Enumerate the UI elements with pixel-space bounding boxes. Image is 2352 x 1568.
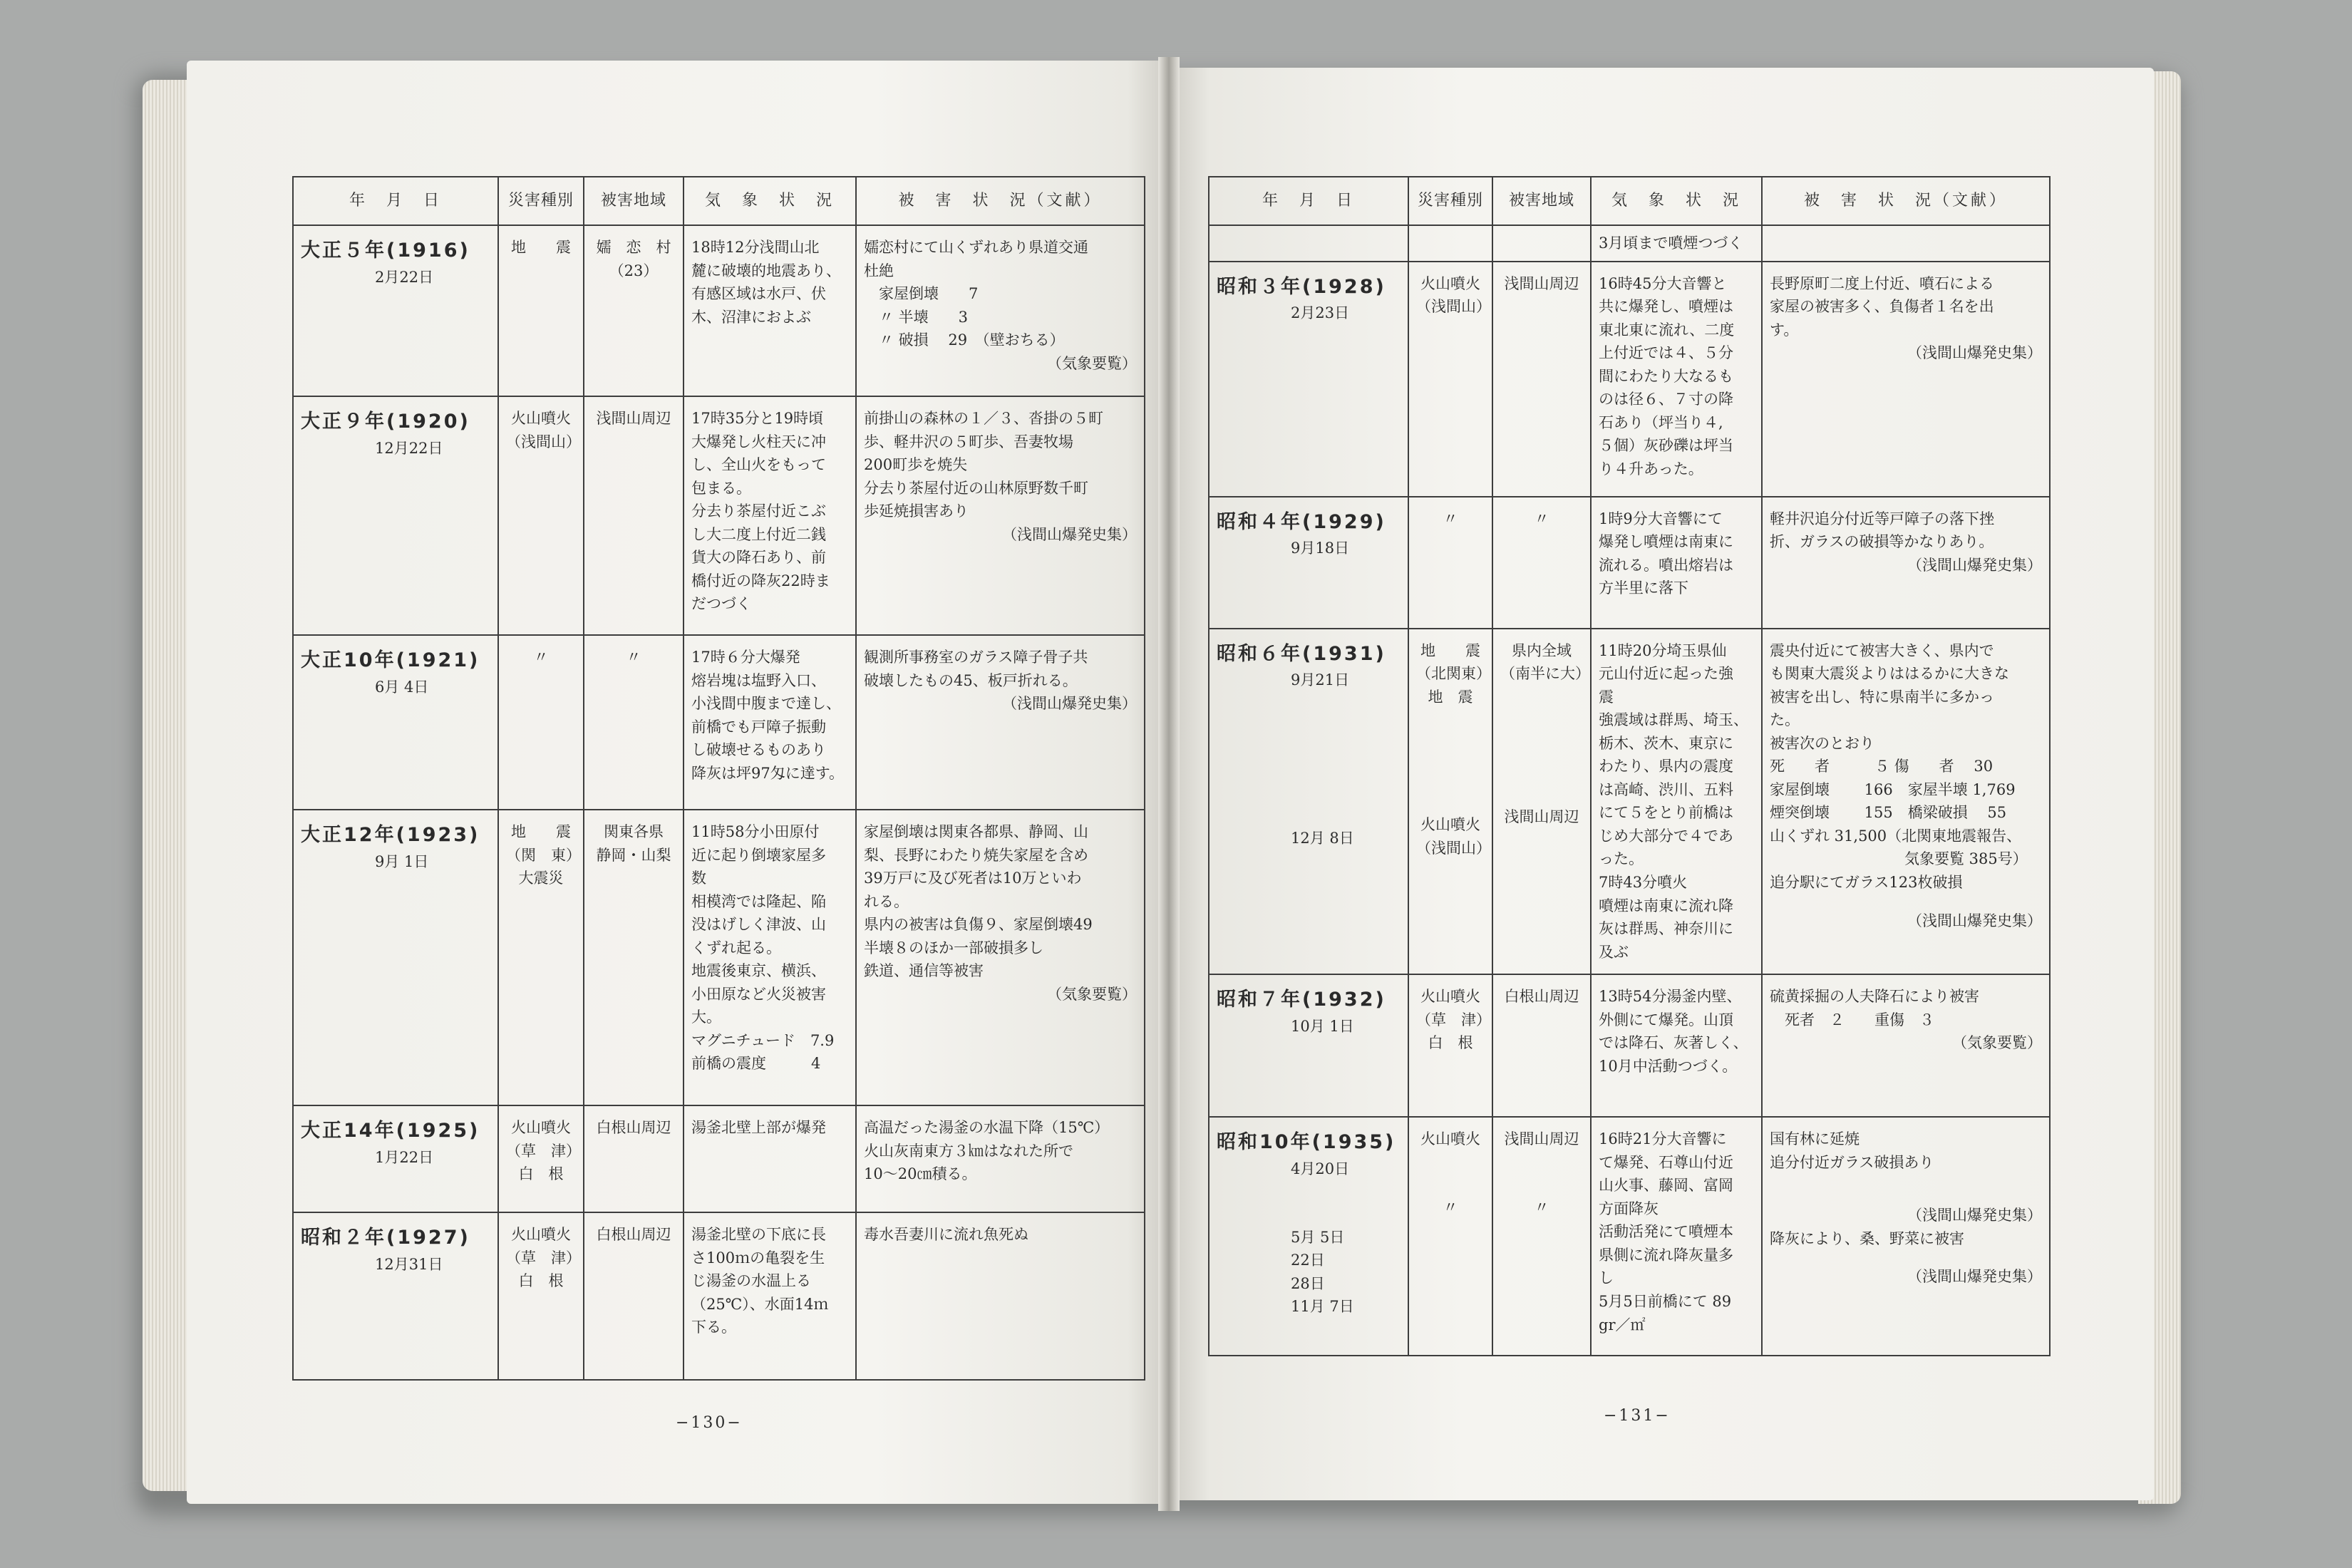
weather-line: 灰は群馬、神奈川に <box>1599 920 1733 938</box>
weather-line: 1時9分大音響にて <box>1599 510 1723 527</box>
damage-line: 嬬恋村にて山くずれあり県道交通 <box>864 239 1088 256</box>
damage-line: 山くずれ 31,500（北関東地震報告、 <box>1770 827 2022 845</box>
continuation-row <box>1209 225 2050 262</box>
affected-area: 浅間山周辺 <box>1504 808 1579 825</box>
table-row <box>293 225 1145 396</box>
affected-area: 関東各県 <box>604 823 664 840</box>
weather-line: わたり、県内の震度 <box>1599 758 1733 775</box>
weather-line: 東北東に流れ、二度 <box>1599 321 1735 339</box>
weather-cell <box>1591 629 1762 975</box>
month-day: 2月23日 <box>1291 304 1350 322</box>
table-row <box>1209 497 2050 629</box>
disaster-type: （関 東） <box>506 846 581 864</box>
weather-line: て爆発、石尊山付近 <box>1599 1153 1733 1171</box>
year-label: 大正12年(1923) <box>301 824 480 846</box>
weather-cell <box>1591 1117 1762 1356</box>
year-label: 昭和２年(1927) <box>301 1227 470 1249</box>
damage-cell <box>856 810 1145 1105</box>
page-number-right: −131− <box>1604 1407 1671 1425</box>
damage-line: 分去り茶屋付近の山林原野数千町 <box>864 479 1088 497</box>
damage-cell <box>856 1105 1145 1212</box>
source-citation: （浅間山爆発史集） <box>1907 1268 2042 1286</box>
source-citation: （気象要覧） <box>1047 354 1137 372</box>
type-cell <box>1408 497 1492 629</box>
type-cell <box>1408 262 1492 497</box>
month-day: 10月 1日 <box>1291 1018 1354 1036</box>
area-cell <box>1492 225 1591 262</box>
weather-line: 13時54分湯釜内壁、 <box>1599 988 1742 1006</box>
month-day: 9月18日 <box>1291 540 1350 557</box>
weather-line: 及ぶ <box>1599 943 1629 961</box>
damage-line: 長野原町二度上付近、噴石による <box>1770 274 1994 292</box>
disaster-type: 〃 <box>1443 510 1458 527</box>
affected-area: 嬬 恋 村 <box>596 239 671 256</box>
weather-line: 木、沼津におよぶ <box>691 308 811 326</box>
damage-line: 前掛山の森林の１／３、沓掛の５町 <box>864 410 1103 427</box>
disaster-type: 火山噴火 <box>1420 274 1480 292</box>
weather-line: 没はげしく津波、山 <box>691 916 826 934</box>
damage-line: 被害次のとおり <box>1770 734 1874 752</box>
source-citation: （浅間山爆発史集） <box>1002 695 1137 713</box>
disaster-table-right <box>1208 176 2051 1356</box>
table-row <box>293 1105 1145 1212</box>
weather-line: 外側にて爆発。山頂 <box>1599 1011 1733 1028</box>
damage-line: 10～20㎝積る。 <box>864 1165 977 1183</box>
month-day: 11月 7日 <box>1291 1298 1354 1316</box>
disaster-type: 地 震 <box>511 823 571 840</box>
header-type: 災害種別 <box>1408 177 1492 225</box>
weather-line: 方面降灰 <box>1599 1200 1659 1217</box>
damage-line: 軽井沢追分付近等戸障子の落下挫 <box>1770 510 1994 527</box>
type-cell <box>498 810 584 1105</box>
weather-line: じ湯釜の水温上る <box>691 1272 811 1290</box>
weather-line: のは径６、７寸の降 <box>1599 391 1733 408</box>
month-day: 12月 8日 <box>1291 829 1354 847</box>
damage-line: 家屋倒壊 166 家屋半壊 1,769 <box>1770 780 2016 798</box>
date-cell <box>1209 225 1408 262</box>
date-cell <box>1209 629 1408 975</box>
date-cell <box>293 1105 498 1212</box>
year-label: 昭和10年(1935) <box>1217 1131 1396 1154</box>
disaster-type: （北関東） <box>1416 665 1491 683</box>
disaster-type: 〃 <box>533 649 549 666</box>
damage-cell <box>856 396 1145 635</box>
damage-line: 国有林に延焼 <box>1770 1130 1860 1148</box>
weather-line: 活動活発にて噴煙本 <box>1599 1223 1733 1241</box>
damage-line: 県内の被害は負傷９、家屋倒壊49 <box>864 916 1093 934</box>
month-day: 9月 1日 <box>375 852 429 870</box>
header-damage: 被 害 状 況（文献） <box>1762 177 2050 225</box>
month-day: 12月22日 <box>375 439 443 457</box>
year-label: 大正５年(1916) <box>301 239 470 262</box>
table-row <box>1209 974 2050 1117</box>
year-label: 昭和３年(1928) <box>1217 275 1386 298</box>
affected-area: 白根山周辺 <box>1504 988 1579 1006</box>
header-date: 年 月 日 <box>293 177 498 225</box>
damage-line: 半壊８のほか一部破損多し <box>864 939 1043 956</box>
source-citation: （浅間山爆発史集） <box>1907 1207 2042 1224</box>
damage-cell <box>1762 225 2050 262</box>
weather-line: 小田原など火災被害 <box>691 985 826 1003</box>
weather-line: gr／㎡ <box>1599 1316 1646 1334</box>
header-type: 災害種別 <box>498 177 584 225</box>
header-date: 年 月 日 <box>1209 177 1408 225</box>
damage-line: 〃 破損 29 （壁おちる） <box>864 331 1065 349</box>
source-citation: （浅間山爆発史集） <box>1907 344 2042 362</box>
table-row <box>293 1212 1145 1380</box>
header-damage: 被 害 状 況（文献） <box>856 177 1145 225</box>
weather-line: 数 <box>691 870 706 887</box>
weather-line: 10月中活動つづく。 <box>1599 1057 1738 1075</box>
weather-line: だつづく <box>691 595 751 613</box>
weather-line: 方半里に落下 <box>1599 579 1688 597</box>
affected-area: 〃 <box>1534 1198 1549 1216</box>
damage-line: 家屋倒壊は関東各都県、静岡、山 <box>864 823 1088 840</box>
area-cell <box>1492 1117 1591 1356</box>
weather-line: し <box>1599 1269 1614 1287</box>
area-cell <box>1492 262 1591 497</box>
year-label: 昭和６年(1931) <box>1217 642 1386 665</box>
type-cell <box>1408 1117 1492 1356</box>
weather-line: った。 <box>1599 850 1644 868</box>
weather-line: さ100ｍの亀裂を生 <box>691 1249 825 1267</box>
area-cell <box>584 1105 684 1212</box>
affected-area: 白根山周辺 <box>596 1119 671 1136</box>
year-label: 大正14年(1925) <box>301 1120 480 1142</box>
damage-cell <box>1762 497 2050 629</box>
disaster-type: （浅間山） <box>1416 839 1491 857</box>
disaster-type: （草 津） <box>1416 1011 1491 1028</box>
affected-area: 白根山周辺 <box>596 1226 671 1243</box>
weather-line: は高崎、渋川、五料 <box>1599 780 1733 798</box>
affected-area: 浅間山周辺 <box>1504 274 1579 292</box>
weather-line: 元山付近に起った強 <box>1599 665 1733 683</box>
weather-line: 7時43分噴火 <box>1599 874 1688 892</box>
weather-line: 11時58分小田原付 <box>691 823 820 840</box>
damage-line: 降灰により、桑、野菜に被害 <box>1770 1229 1964 1247</box>
weather-line: 麓に破壊的地震あり、 <box>691 262 841 279</box>
month-day: 12月31日 <box>375 1255 443 1273</box>
damage-line: れる。 <box>864 892 909 910</box>
damage-line: 39万戸に及び死者は10万といわ <box>864 870 1082 887</box>
year-label: 大正９年(1920) <box>301 411 470 433</box>
weather-line: 県側に流れ降灰量多 <box>1599 1246 1733 1264</box>
damage-cell <box>856 225 1145 396</box>
weather-line: 相模湾では隆起、陥 <box>691 892 826 910</box>
affected-area: 浅間山周辺 <box>1504 1130 1579 1148</box>
month-day: 2月22日 <box>375 268 434 286</box>
damage-line: す。 <box>1770 321 1799 339</box>
disaster-type: 地 震 <box>1428 688 1473 706</box>
date-cell <box>293 1212 498 1380</box>
weather-line: し破壊せるものあり <box>691 741 826 759</box>
type-cell <box>498 635 584 810</box>
area-cell <box>584 225 684 396</box>
type-cell <box>1408 629 1492 975</box>
damage-line: 高温だった湯釜の水温下降（15℃） <box>864 1119 1110 1136</box>
disaster-type: （浅間山） <box>1416 298 1491 316</box>
damage-line: 煙突倒壊 155 橋梁破損 55 <box>1770 804 2007 822</box>
weather-line: 共に爆発し、噴煙は <box>1599 298 1733 316</box>
weather-cell <box>684 396 856 635</box>
source-citation: （浅間山爆発史集） <box>1002 525 1137 543</box>
disaster-type: 火山噴火 <box>1420 816 1480 834</box>
weather-line: 5月5日前橋にて 89 <box>1599 1293 1732 1311</box>
weather-line: 震 <box>1599 688 1614 706</box>
date-cell <box>1209 974 1408 1117</box>
damage-line: 観測所事務室のガラス障子骨子共 <box>864 649 1088 666</box>
weather-cell <box>1591 262 1762 497</box>
area-cell <box>584 810 684 1105</box>
weather-line: 16時21分大音響に <box>1599 1130 1727 1148</box>
type-cell <box>498 1105 584 1212</box>
damage-line: 家屋の被害多く、負傷者１名を出 <box>1770 298 1994 316</box>
weather-line: 近に起り倒壊家屋多 <box>691 846 826 864</box>
month-day: 6月 4日 <box>375 678 429 696</box>
month-day: 4月20日 <box>1291 1160 1350 1178</box>
damage-cell <box>856 1212 1145 1380</box>
weather-line: 18時12分浅間山北 <box>691 239 820 256</box>
weather-line: 湯釜北壁の下底に長 <box>691 1226 826 1243</box>
damage-line: 火山灰南東方３㎞はなれた所で <box>864 1142 1073 1160</box>
table-header-row <box>1209 177 2050 225</box>
weather-line: 小浅間中腹まで達し、 <box>691 695 841 713</box>
weather-cell <box>684 1212 856 1380</box>
header-weather: 気 象 状 況 <box>684 177 856 225</box>
weather-line: 地震後東京、横浜、 <box>691 962 826 980</box>
damage-line: 200町歩を焼失 <box>864 456 968 474</box>
damage-line: 梨、長野にわたり焼失家屋を含め <box>864 846 1088 864</box>
damage-line: も関東大震災よりははるかに大きな <box>1770 665 2009 683</box>
source-citation: （気象要覧） <box>1047 985 1137 1003</box>
weather-line: 17時６分大爆発 <box>691 649 800 666</box>
header-area: 被害地域 <box>1492 177 1591 225</box>
weather-cell <box>684 810 856 1105</box>
page-number-left: −130− <box>676 1414 743 1432</box>
area-cell <box>584 396 684 635</box>
weather-line: 大。 <box>691 1009 721 1026</box>
book-gutter <box>1158 57 1180 1511</box>
disaster-type: 地 震 <box>511 239 571 256</box>
damage-line: 追分駅にてガラス123枚破損 <box>1770 874 1963 892</box>
weather-line: 16時45分大音響と <box>1599 274 1727 292</box>
weather-line: 分去り茶屋付近こぶ <box>691 502 826 520</box>
affected-area: 〃 <box>626 649 641 666</box>
weather-line: ５個）灰砂礫は坪当 <box>1599 437 1733 455</box>
table-header-row <box>293 177 1145 225</box>
weather-line: 前橋の震度 4 <box>691 1055 821 1073</box>
type-cell <box>1408 225 1492 262</box>
date-cell <box>293 396 498 635</box>
damage-cell <box>1762 262 2050 497</box>
weather-line: 栃木、茨木、東京に <box>1599 734 1733 752</box>
disaster-type: 火山噴火 <box>1420 988 1480 1006</box>
damage-line: 硫黄採掘の人夫降石により被害 <box>1770 988 1979 1006</box>
area-cell <box>1492 497 1591 629</box>
weather-line: 爆発し噴煙は南東に <box>1599 533 1733 551</box>
table-row <box>1209 629 2050 975</box>
disaster-type: 火山噴火 <box>511 1119 571 1136</box>
weather-line: 橋付近の降灰22時ま <box>691 572 830 589</box>
weather-line: 強震域は群馬、埼玉、 <box>1599 711 1748 729</box>
affected-area: 浅間山周辺 <box>596 410 671 427</box>
type-cell <box>498 225 584 396</box>
disaster-type: 大震災 <box>518 870 564 887</box>
weather-cell <box>684 635 856 810</box>
month-day: 9月21日 <box>1291 671 1350 689</box>
type-cell <box>498 396 584 635</box>
disaster-type: 白 根 <box>1428 1034 1473 1052</box>
weather-line: 前橋でも戸障子振動 <box>691 718 826 736</box>
affected-area: （南半に大） <box>1500 665 1590 683</box>
disaster-type: 火山噴火 <box>511 410 571 427</box>
table-row <box>1209 1117 2050 1356</box>
table-row <box>1209 262 2050 497</box>
damage-line: 死 者 ５ 傷 者 30 <box>1770 758 1993 775</box>
disaster-table-left <box>292 176 1145 1381</box>
affected-area: 県内全域 <box>1512 641 1572 659</box>
disaster-type: （草 津） <box>506 1249 581 1267</box>
damage-line: 被害を出し、特に県南半に多かっ <box>1770 688 1994 706</box>
weather-line: し大二度上付近二銭 <box>691 525 826 543</box>
disaster-type: 地 震 <box>1420 641 1480 659</box>
month-day: 22日 <box>1291 1252 1325 1269</box>
damage-line: 〃 半壊 3 <box>864 308 969 326</box>
damage-line: 気象要覧 385号） <box>1770 850 2028 868</box>
source-citation: （気象要覧） <box>1952 1034 2042 1052</box>
disaster-type: 〃 <box>1443 1198 1458 1216</box>
weather-line: 熔岩塊は塩野入口、 <box>691 671 826 689</box>
header-weather: 気 象 状 況 <box>1591 177 1762 225</box>
area-cell <box>1492 629 1591 975</box>
table-row <box>293 635 1145 810</box>
weather-line: 流れる。噴出熔岩は <box>1599 556 1733 574</box>
area-cell <box>584 1212 684 1380</box>
damage-line: 鉄道、通信等被害 <box>864 962 984 980</box>
damage-cell <box>856 635 1145 810</box>
disaster-type: 火山噴火 <box>511 1226 571 1243</box>
weather-line: 湯釜北壁上部が爆発 <box>691 1119 826 1136</box>
damage-line: 毒水吾妻川に流れ魚死ぬ <box>864 1226 1028 1243</box>
damage-line: 折、ガラスの破損等かなりあり。 <box>1770 533 1994 551</box>
disaster-type: （浅間山） <box>506 433 581 450</box>
type-cell <box>1408 974 1492 1117</box>
weather-line: 噴煙は南東に流れ降 <box>1599 897 1733 914</box>
weather-line: 包まる。 <box>691 479 751 497</box>
weather-cell <box>1591 497 1762 629</box>
weather-cell <box>1591 225 1762 262</box>
weather-cell <box>684 225 856 396</box>
damage-cell <box>1762 974 2050 1117</box>
area-cell <box>584 635 684 810</box>
weather-line: り４升あった。 <box>1599 460 1703 478</box>
weather-line: 石あり（坪当り４, <box>1599 413 1723 431</box>
month-day: 5月 5日 <box>1291 1228 1345 1246</box>
weather-line: では降石、灰著しく、 <box>1599 1034 1748 1052</box>
date-cell <box>1209 262 1408 497</box>
year-label: 昭和４年(1929) <box>1217 510 1386 533</box>
date-cell <box>1209 497 1408 629</box>
area-cell <box>1492 974 1591 1117</box>
table-row <box>293 396 1145 635</box>
damage-line: た。 <box>1770 711 1800 729</box>
table-row <box>293 810 1145 1105</box>
year-label: 昭和７年(1932) <box>1217 989 1386 1011</box>
weather-line: 下る。 <box>691 1319 736 1336</box>
affected-area: 〃 <box>1534 510 1549 527</box>
source-citation: （浅間山爆発史集） <box>1907 556 2042 574</box>
weather-line: （25℃）、水面14ｍ <box>691 1295 829 1313</box>
damage-line: 歩延焼損害あり <box>864 502 969 520</box>
damage-line: 死者 ２ 重傷 ３ <box>1770 1011 1934 1028</box>
disaster-type: 火山噴火 <box>1420 1130 1480 1148</box>
damage-line: 杜絶 <box>864 262 894 279</box>
weather-line: にて５をとり前橋は <box>1599 804 1733 822</box>
disaster-type: （草 津） <box>506 1142 581 1160</box>
weather-line: 貨大の降石あり、前 <box>691 549 826 567</box>
weather-line: くずれ起る。 <box>691 939 781 956</box>
year-label: 大正10年(1921) <box>301 649 480 671</box>
weather-line: 山火事、藤岡、富岡 <box>1599 1177 1733 1195</box>
weather-line: 17時35分と19時頃 <box>691 410 824 427</box>
type-cell <box>498 1212 584 1380</box>
weather-cell <box>1591 974 1762 1117</box>
month-day: 1月22日 <box>375 1148 434 1166</box>
damage-cell <box>1762 1117 2050 1356</box>
date-cell <box>293 810 498 1105</box>
weather-line: 大爆発し火柱天に冲 <box>691 433 826 450</box>
damage-line: 追分付近ガラス破損あり <box>1770 1153 1934 1171</box>
affected-area: （23） <box>609 262 659 279</box>
weather-line: 間にわたり大なるも <box>1599 367 1733 385</box>
damage-line: 歩、軽井沢の５町歩、吾妻牧場 <box>864 433 1073 450</box>
damage-line: 家屋倒壊 7 <box>864 285 979 303</box>
weather-line: マグニチュード 7.9 <box>691 1031 835 1049</box>
weather-cell <box>684 1105 856 1212</box>
weather-line: じめ大部分で４であ <box>1599 827 1733 845</box>
month-day: 28日 <box>1291 1274 1325 1292</box>
weather-line: 上付近では４、５分 <box>1599 344 1733 362</box>
header-area: 被害地域 <box>584 177 684 225</box>
damage-cell <box>1762 629 2050 975</box>
date-cell <box>1209 1117 1408 1356</box>
weather-line: 降灰は坪97匁に達す。 <box>691 764 845 782</box>
source-citation: （浅間山爆発史集） <box>1907 912 2042 929</box>
disaster-type: 白 根 <box>518 1272 564 1290</box>
weather-line: し、全山火をもって <box>691 456 826 474</box>
date-cell <box>293 225 498 396</box>
damage-line: 震央付近にて被害大きく、県内で <box>1770 641 1994 659</box>
disaster-type: 白 根 <box>518 1165 564 1183</box>
date-cell <box>293 635 498 810</box>
continuation-text: 3月頃まで噴煙つづく <box>1599 234 1743 252</box>
affected-area: 静岡・山梨 <box>596 846 671 864</box>
weather-line: 有感区域は水戸、伏 <box>691 285 826 303</box>
damage-line: 破壊したもの45、板戸折れる。 <box>864 671 1078 689</box>
weather-line: 11時20分埼玉県仙 <box>1599 641 1727 659</box>
